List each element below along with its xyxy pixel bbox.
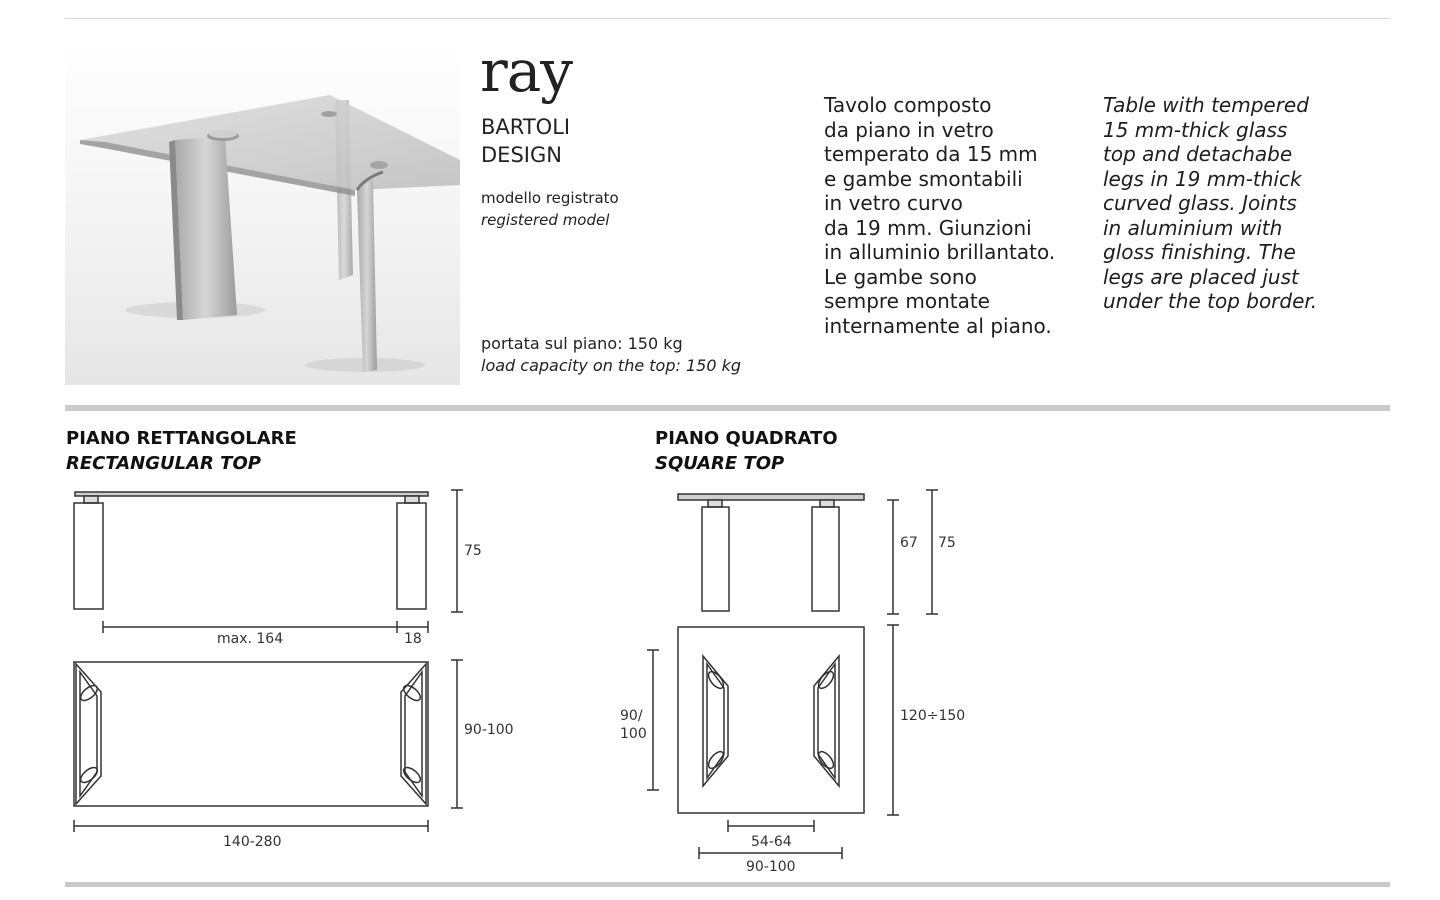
rect-plan [74,660,463,832]
rect-heading-en: RECTANGULAR TOP [66,453,261,474]
dim-rect-height: 75 [464,543,482,559]
dim-square-leg-gap: 54-64 [751,834,792,850]
dim-square-inner-height: 67 [900,535,918,551]
desc-it-line: Le gambe sono [824,264,977,289]
designer-line-1: BARTOLI [481,115,571,139]
load-capacity-it: portata sul piano: 150 kg [481,334,683,353]
designer-line-2: DESIGN [481,143,562,167]
dim-square-leg-span-b: 100 [620,726,647,742]
dim-square-width: 90-100 [746,859,796,875]
desc-it-line: in vetro curvo [824,191,963,215]
desc-it-line: internamente al piano. [824,313,1052,338]
dim-square-leg-span-a: 90/ [620,708,643,724]
desc-en-line: top and detachabe [1103,142,1293,166]
rect-elevation [74,490,463,633]
square-heading-it: PIANO QUADRATO [655,428,838,449]
desc-it-line: da piano in vetro [824,117,994,142]
product-title: ray [480,37,573,105]
dim-rect-length: 140-280 [223,834,282,850]
load-capacity-en: load capacity on the top: 150 kg [481,356,742,375]
desc-it-line: in alluminio brillantato. [824,240,1056,264]
square-plan [647,625,899,859]
dim-rect-leg: 18 [404,631,422,647]
desc-en-line: under the top border. [1103,289,1318,313]
square-heading-en: SQUARE TOP [655,453,785,474]
desc-it-line: temperato da 15 mm [824,142,1038,166]
desc-en-line: legs in 19 mm-thick [1103,166,1302,191]
desc-en-line: legs are placed just [1103,264,1299,289]
desc-en-line: curved glass. Joints [1103,191,1297,215]
dim-square-height: 75 [938,535,956,551]
dim-square-side: 120÷150 [900,708,966,724]
rect-heading-it: PIANO RETTANGOLARE [66,428,297,449]
dim-rect-max-width: max. 164 [217,631,284,647]
registered-model-en: registered model [481,211,610,229]
desc-en-line: in aluminium with [1103,215,1283,240]
desc-it-line: da 19 mm. Giunzioni [824,215,1032,240]
square-elevation [678,490,938,614]
desc-en-line: gloss finishing. The [1103,240,1296,264]
dim-rect-depth: 90-100 [464,722,514,738]
desc-en-line: 15 mm-thick glass [1103,117,1288,142]
desc-it-line: Tavolo composto [824,93,992,117]
desc-it-line: e gambe smontabili [824,166,1023,191]
registered-model-it: modello registrato [481,189,619,207]
desc-it-line: sempre montate [824,289,990,313]
desc-en-line: Table with tempered [1103,93,1309,117]
